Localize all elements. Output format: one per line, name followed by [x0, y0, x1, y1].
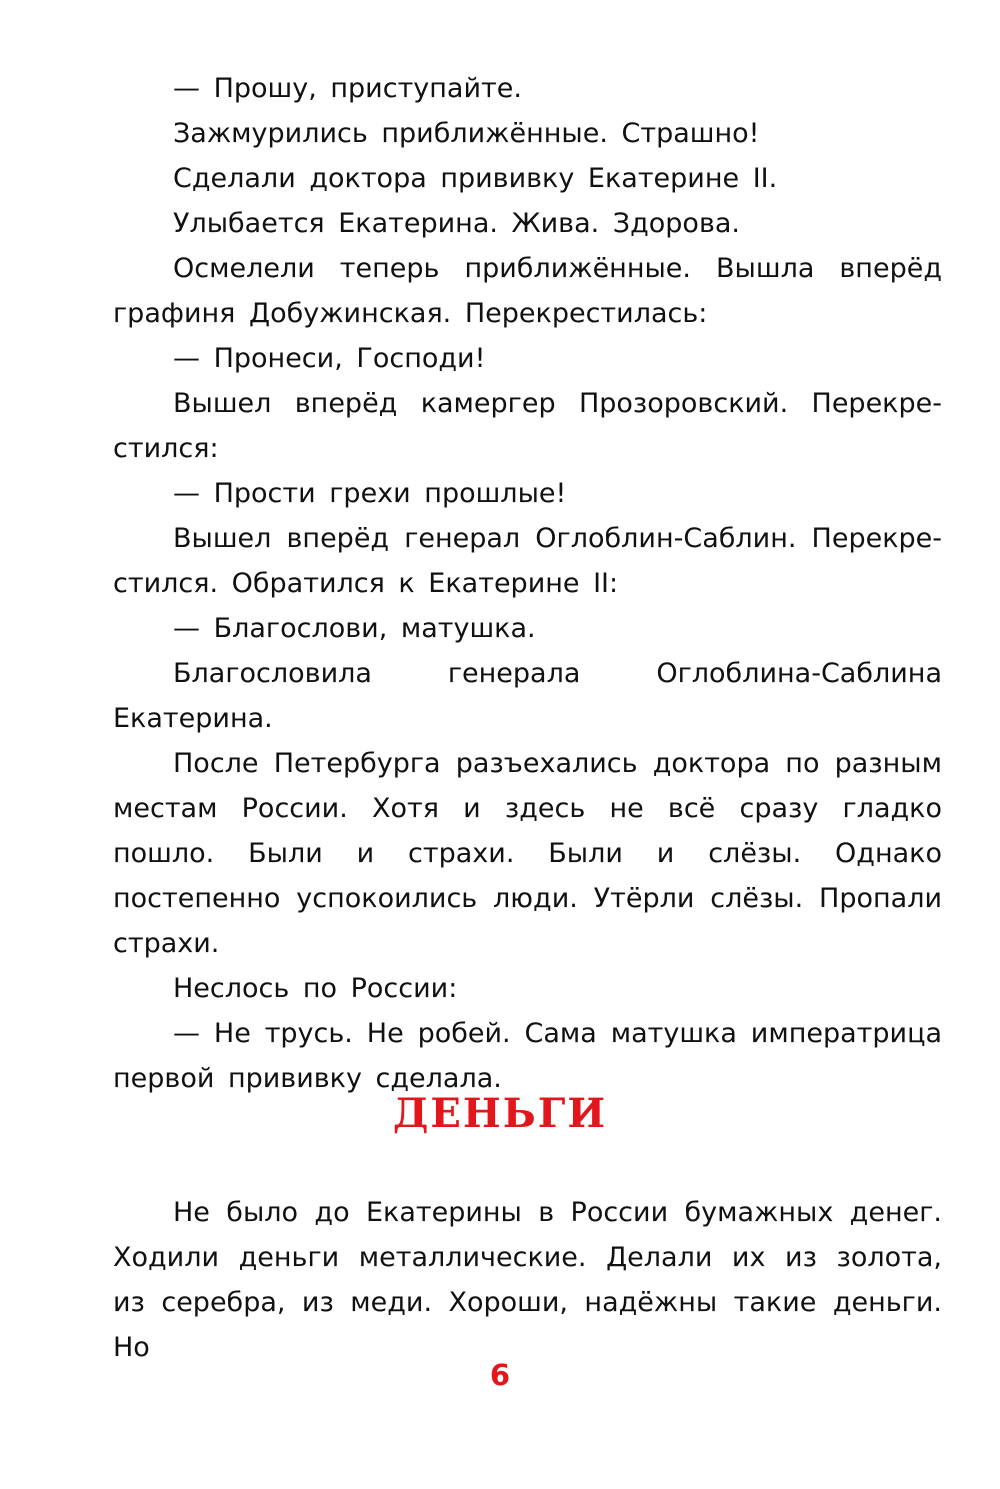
text-section-2: [113, 1190, 942, 1370]
paragraph: — Прости грехи прошлые!: [173, 478, 567, 509]
paragraph: — Благослови, матушка.: [173, 613, 536, 644]
text-section-1: [113, 66, 942, 1101]
paragraph: Неслось по России:: [173, 973, 458, 1004]
paragraph: Улыбается Екатерина. Жива. Здорова.: [173, 208, 740, 239]
paragraph: Вышел вперёд камергер Прозоровский. Перекрестился:: [113, 388, 942, 464]
chapter-heading: ДЕНЬГИ: [392, 1090, 608, 1137]
paragraph: После Петербурга разъехались доктора по разным местам России. Хотя и здесь не всё сразу гладко пошло. Были и страхи. Были и слёзы. Однако постепенно успокоились люди. Утёрли слёзы. Пропали страхи.: [113, 748, 942, 959]
page-number: 6: [489, 1358, 511, 1392]
paragraph: Сделали доктора прививку Екатерине II.: [173, 163, 778, 194]
paragraph: Не было до Екатерины в России бумажных денег. Ходили деньги металлические. Делали их из золота, из серебра, из меди. Хороши, надёжны такие деньги. Но: [113, 1197, 942, 1363]
paragraph: Благословила генерала Оглоблина-Саблина Екатерина.: [113, 658, 942, 734]
paragraph: — Прошу, приступайте.: [173, 73, 522, 104]
paragraph: Зажмурились приближённые. Страшно!: [173, 118, 760, 149]
paragraph: Осмелели теперь приближённые. Вышла вперёд графиня Добужинская. Перекрестилась:: [113, 253, 942, 329]
paragraph: — Пронеси, Господи!: [173, 343, 486, 374]
paragraph: Вышел вперёд генерал Оглоблин-Саблин. Перекрестился. Обратился к Екатерине II:: [113, 523, 942, 599]
paragraph: — Не трусь. Не робей. Сама матушка императрица первой прививку сделала.: [113, 1018, 942, 1094]
